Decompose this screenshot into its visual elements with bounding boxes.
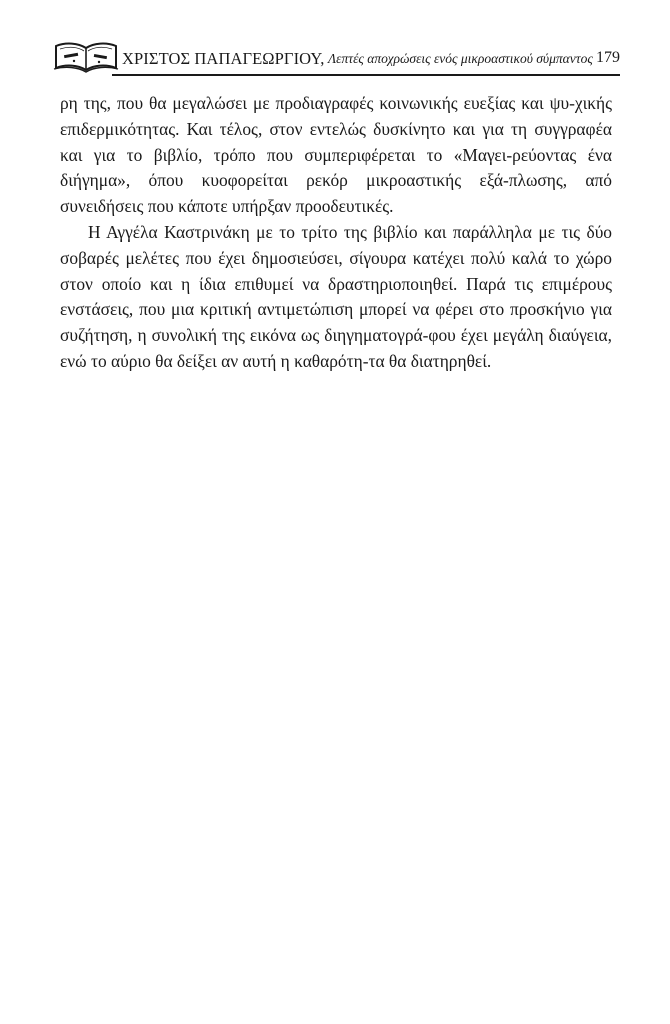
- header-rule: [112, 74, 620, 76]
- paragraph-2: Η Αγγέλα Καστρινάκη με το τρίτο της βιβλίο και παράλληλα με τις δύο σοβαρές μελέτες που έχει δημοσιεύσει, σίγουρα κατέχει πολύ καλά το χώρο στον οποίο και η ίδια επιθυμεί να δραστηριοποιηθεί. Παρά τις επιμέρους ενστάσεις, που μια κριτική αντιμετώπιση μπορεί να φέρει στο προσκήνιο για συζήτηση, η συνολική της εικόνα ως διηγηματογρά-φου έχει μεγάλη διαύγεια, ενώ το αύριο θα δείξει αν αυτή η καθαρότη-τα θα διατηρηθεί.: [60, 221, 612, 371]
- paragraph-1: ρη της, που θα μεγαλώσει με προδιαγραφές κοινωνικής ευεξίας και ψυ-χικής επιδερμικότητας. Και τέλος, στον εντελώς δυσκίνητο και για τη συγγραφέα και για το βιβλίο, τρόπο που συμπεριφέρεται το «Μαγει-ρεύοντας ένα διήγημα», όπου κυοφορείται ρεκόρ μικροαστικής εξά-πλωσης, από συνειδήσεις που κάποτε υπήρξαν προοδευτικές.: [60, 93, 612, 217]
- body-text: [60, 91, 612, 375]
- open-book-icon: [52, 40, 120, 74]
- page-number: 179: [596, 49, 620, 66]
- header-author: ΧΡΙΣΤΟΣ ΠΑΠΑΓΕΩΡΓΙΟΥ,: [122, 49, 325, 68]
- header-title: Λεπτές αποχρώσεις ενός μικροαστικού σύμπαντος: [328, 51, 593, 66]
- running-header: [50, 40, 620, 76]
